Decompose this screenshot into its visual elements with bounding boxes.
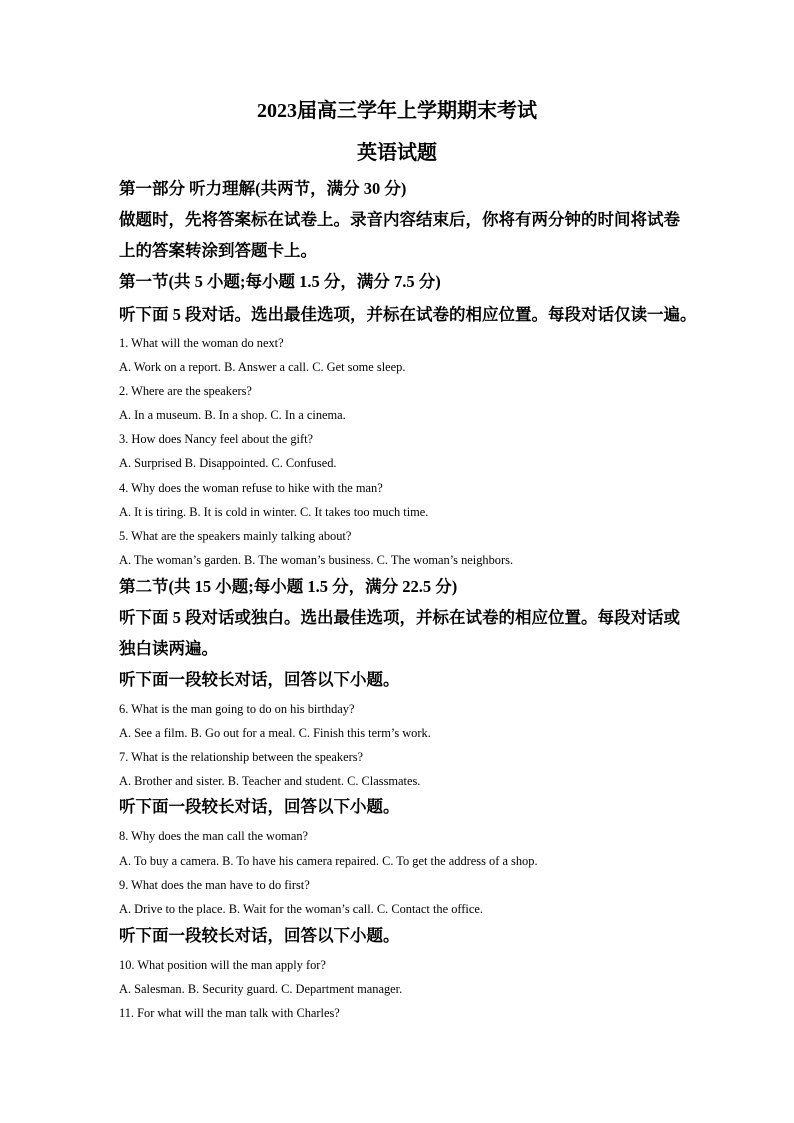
part1-instruction-line1: 做题时，先将答案标在试卷上。录音内容结束后，你将有两分钟的时间将试卷 xyxy=(119,210,680,229)
section2-heading: 第二节(共 15 小题;每小题 1.5 分，满分 22.5 分) xyxy=(119,577,458,596)
question-5-options: A. The woman’s garden. B. The woman’s business. C. The woman’s neighbors. xyxy=(119,553,514,567)
question-4-options: A. It is tiring. B. It is cold in winter. C. It takes too much time. xyxy=(119,505,429,519)
question-2-options: A. In a museum. B. In a shop. C. In a cinema. xyxy=(119,408,346,422)
dialogue-header: 听下面一段较长对话，回答以下小题。 xyxy=(119,797,400,816)
exam-subtitle: 英语试题 xyxy=(357,142,437,164)
question-8: 8. Why does the man call the woman? xyxy=(119,829,309,843)
part1-heading: 第一部分 听力理解(共两节，满分 30 分) xyxy=(119,179,407,198)
dialogue-header: 听下面一段较长对话，回答以下小题。 xyxy=(119,670,400,689)
question-9-options: A. Drive to the place. B. Wait for the woman’s call. C. Contact the office. xyxy=(119,902,483,916)
section2-instruction-line1: 听下面 5 段对话或独白。选出最佳选项，并标在试卷的相应位置。每段对话或 xyxy=(119,608,680,627)
dialogue-header: 听下面一段较长对话，回答以下小题。 xyxy=(119,926,400,945)
section1-instruction: 听下面 5 段对话。选出最佳选项，并标在试卷的相应位置。每段对话仅读一遍。 xyxy=(119,305,697,324)
question-4: 4. Why does the woman refuse to hike with the man? xyxy=(119,481,383,495)
question-2: 2. Where are the speakers? xyxy=(119,384,252,398)
question-5: 5. What are the speakers mainly talking about? xyxy=(119,529,352,543)
question-1-options: A. Work on a report. B. Answer a call. C. Get some sleep. xyxy=(119,360,406,374)
question-10: 10. What position will the man apply for? xyxy=(119,958,326,972)
question-6-options: A. See a film. B. Go out for a meal. C. Finish this term’s work. xyxy=(119,726,431,740)
question-7: 7. What is the relationship between the speakers? xyxy=(119,750,364,764)
question-8-options: A. To buy a camera. B. To have his camera repaired. C. To get the address of a shop. xyxy=(119,854,538,868)
question-6: 6. What is the man going to do on his birthday? xyxy=(119,702,355,716)
question-3: 3. How does Nancy feel about the gift? xyxy=(119,432,314,446)
question-10-options: A. Salesman. B. Security guard. C. Department manager. xyxy=(119,982,403,996)
section1-heading: 第一节(共 5 小题;每小题 1.5 分，满分 7.5 分) xyxy=(119,272,441,291)
section2-instruction-line2: 独白读两遍。 xyxy=(119,639,218,658)
question-7-options: A. Brother and sister. B. Teacher and student. C. Classmates. xyxy=(119,774,421,788)
question-3-options: A. Surprised B. Disappointed. C. Confused. xyxy=(119,456,337,470)
part1-instruction-line2: 上的答案转涂到答题卡上。 xyxy=(119,241,317,260)
exam-title: 2023届高三学年上学期期末考试 xyxy=(257,100,537,122)
question-9: 9. What does the man have to do first? xyxy=(119,878,310,892)
question-11: 11. For what will the man talk with Charles? xyxy=(119,1006,340,1020)
question-1: 1. What will the woman do next? xyxy=(119,336,284,350)
